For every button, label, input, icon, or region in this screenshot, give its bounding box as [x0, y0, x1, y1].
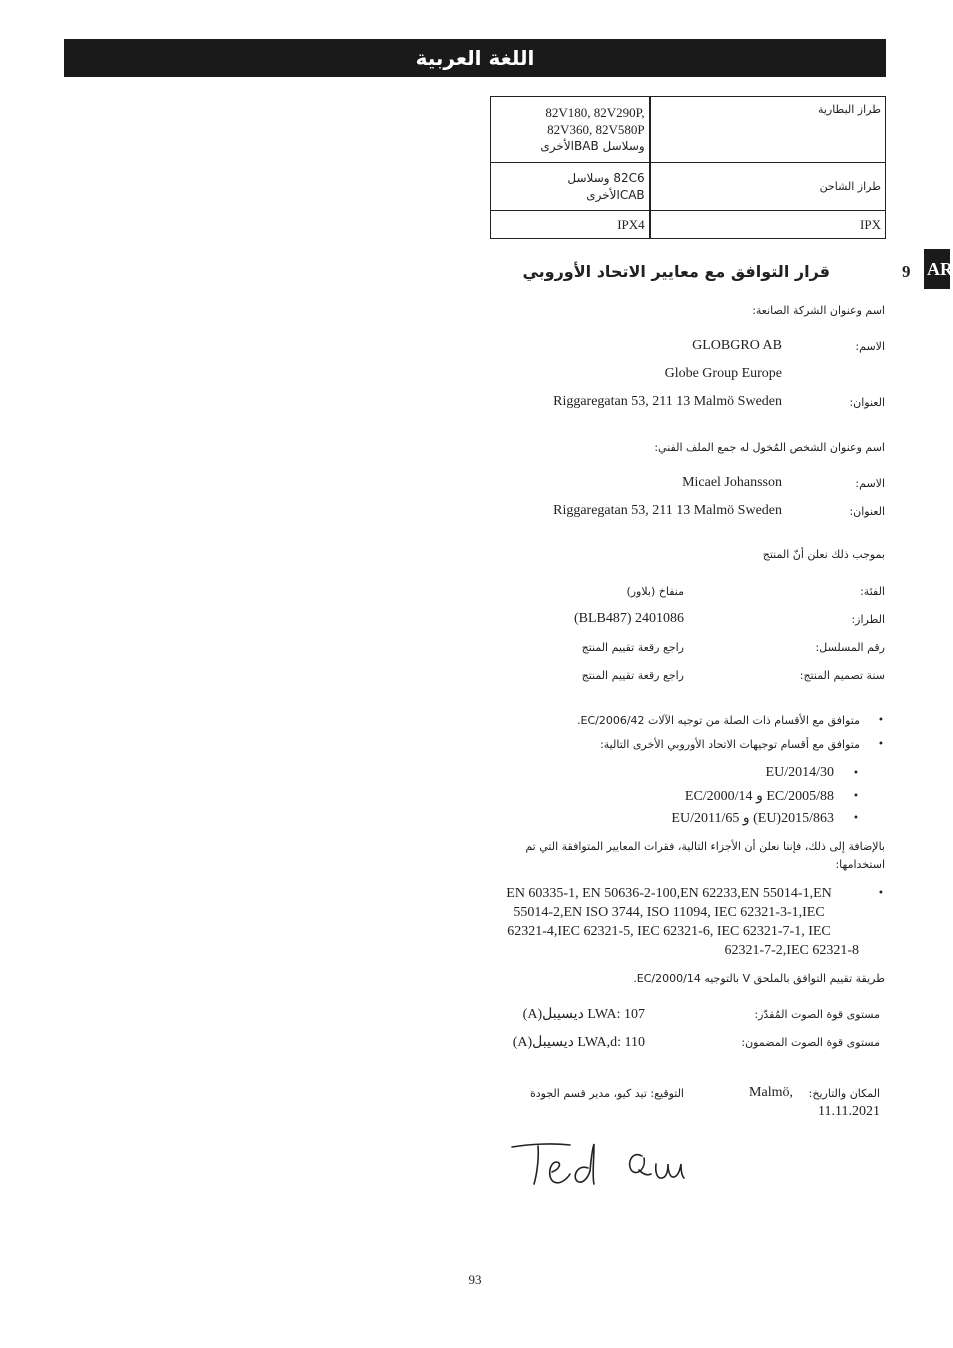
category-value: منفاخ (بلاور)	[626, 585, 684, 598]
manufacturer-heading: اسم وعنوان الشركة الصانعة:	[752, 304, 885, 317]
sound-measured-value: 107 :LWA ديسيبل(A)	[522, 1007, 645, 1022]
manufacturer-name-1: GLOBGRO AB	[692, 338, 782, 353]
ipx-value: IPX4	[491, 211, 650, 239]
standards-line: 62321-4,IEC 62321-5, IEC 62321-6, IEC 62321-7-1, IEC	[507, 924, 831, 939]
sound-guaranteed-value: 110 :LWA,d ديسيبل(A)	[512, 1035, 645, 1050]
table-row	[491, 97, 886, 163]
charger-model-label: طراز الشاحن	[650, 163, 886, 211]
section-number: 9	[902, 262, 911, 281]
language-header-bar	[64, 39, 886, 77]
assessment-method: طريقة تقييم التوافق بالملحق V بالتوجيه EC/2000/14.	[633, 972, 885, 985]
year-label: سنة تصميم المنتج:	[799, 669, 885, 682]
year-value: راجع رقعة تقييم المنتج	[581, 669, 684, 682]
ipx-label: IPX	[650, 211, 886, 239]
bullet-dot: •	[853, 813, 859, 824]
manufacturer-address: Riggaregatan 53, 211 13 Malmö Sweden	[553, 394, 782, 409]
language-side-tab: AR	[924, 249, 950, 289]
place-date-label: المكان والتاريخ:	[808, 1087, 880, 1100]
bullet-dot: •	[853, 768, 859, 779]
bullet-dot: •	[853, 791, 859, 802]
charger-model-value: 82C6 وسلاسل CABالأخرى	[491, 163, 650, 211]
signatory: التوقيع: تيد كيو، مدير قسم الجودة	[529, 1087, 684, 1100]
serial-value: راجع رقعة تقييم المنتج	[581, 641, 684, 654]
header-title: اللغة العربية	[415, 46, 535, 70]
model-value: (BLB487) 2401086	[573, 611, 684, 626]
serial-label: رقم المسلسل:	[815, 641, 885, 654]
authorized-name: Micael Johansson	[682, 475, 782, 490]
category-label: الفئة:	[860, 585, 885, 598]
bullet-dot: •	[878, 715, 884, 726]
model-label: الطراز:	[851, 613, 885, 626]
directive-sub-2: EC/2000/14 و EC/2005/88	[684, 789, 834, 804]
manufacturer-address-label: العنوان:	[849, 396, 885, 409]
table-row	[491, 163, 886, 211]
standards-line: 55014-2,EN ISO 3744, ISO 11094, IEC 62321-3-1,IEC	[513, 905, 825, 920]
place-value: Malmö,	[749, 1085, 793, 1100]
manufacturer-name-label: الاسم:	[855, 340, 885, 353]
section-title: قرار التوافق مع معايير الاتحاد الأوروبي	[522, 262, 830, 281]
directive-sub-1: EU/2014/30	[765, 765, 834, 780]
authorized-name-label: الاسم:	[855, 477, 885, 490]
sound-guaranteed-label: مستوى قوة الصوت المضمون:	[741, 1036, 880, 1049]
conformity-bullet-2: متوافق مع أقسام توجيهات الاتحاد الأوروبي الأخرى التالية:	[600, 738, 860, 751]
authorized-address: Riggaregatan 53, 211 13 Malmö Sweden	[553, 503, 782, 518]
spec-table	[490, 96, 886, 239]
directive-sub-3: EU/2011/65 و (EU)2015/863	[671, 811, 834, 826]
bullet-dot: •	[878, 888, 884, 899]
bullet-dot: •	[878, 739, 884, 750]
table-row	[491, 211, 886, 239]
sound-measured-label: مستوى قوة الصوت المُقدّر:	[754, 1008, 880, 1021]
battery-model-label: طراز البطارية	[650, 97, 886, 163]
declaration-intro: بموجب ذلك نعلن أنّ المنتج	[762, 548, 885, 561]
battery-model-value: 82V180, 82V290P, 82V360, 82V580P وسلاسل BABالأخرى	[491, 97, 650, 163]
signature-date: 11.11.2021	[818, 1104, 880, 1119]
standards-intro: بالإضافة إلى ذلك، فإننا نعلن أن الأجزاء التالية، فقرات المعايير المتوافقة التي تم استخدامها:	[525, 840, 885, 871]
conformity-bullet-1: متوافق مع الأقسام ذات الصلة من توجيه الآلات EC/2006/42.	[577, 714, 860, 727]
standards-line: 62321-7-2,IEC 62321-8	[724, 943, 859, 958]
manufacturer-name-2: Globe Group Europe	[664, 366, 782, 381]
standards-line: EN 60335-1, EN 50636-2-100,EN 62233,EN 55014-1,EN	[506, 886, 832, 901]
page-number: 93	[468, 1272, 482, 1287]
standards-list	[479, 884, 859, 960]
authorized-heading: اسم وعنوان الشخص المُخول له جمع الملف الفني:	[654, 441, 885, 454]
signature-image	[508, 1138, 688, 1194]
authorized-address-label: العنوان:	[849, 505, 885, 518]
